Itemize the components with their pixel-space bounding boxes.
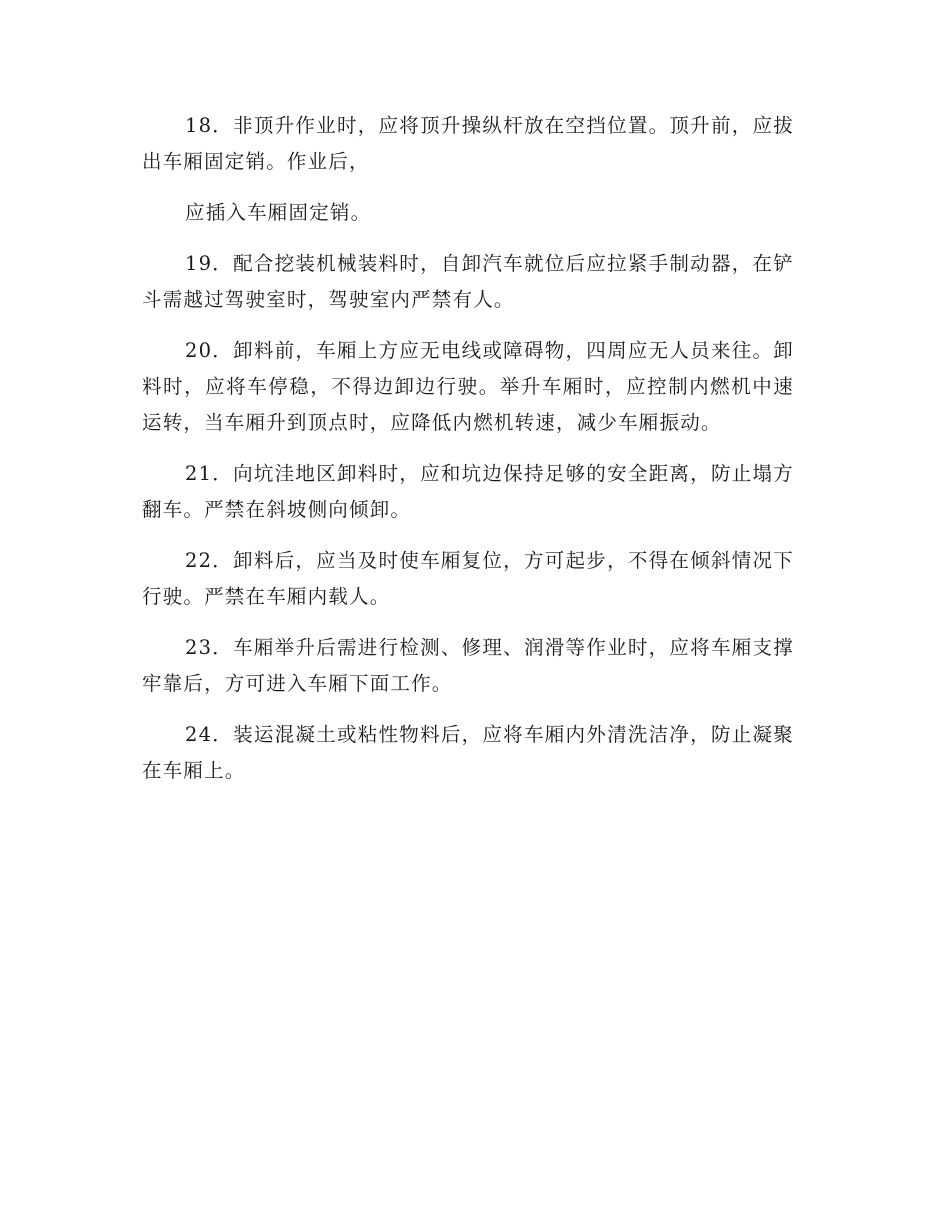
paragraph-18: 18．非顶升作业时，应将顶升操纵杆放在空挡位置。顶升前，应拔出车厢固定销。作业后， [142, 114, 794, 173]
document-body [142, 108, 794, 804]
paragraph-22: 22．卸料后，应当及时使车厢复位，方可起步，不得在倾斜情况下行驶。严禁在车厢内载人。 [142, 549, 794, 608]
paragraph-21: 21．向坑洼地区卸料时，应和坑边保持足够的安全距离，防止塌方翻车。严禁在斜坡侧向倾卸。 [142, 462, 794, 521]
paragraph-19: 19．配合挖装机械装料时，自卸汽车就位后应拉紧手制动器，在铲斗需越过驾驶室时，驾驶室内严禁有人。 [142, 252, 794, 311]
paragraph-20: 20．卸料前，车厢上方应无电线或障碍物，四周应无人员来往。卸料时，应将车停稳，不得边卸边行驶。举升车厢时，应控制内燃机中速运转，当车厢升到顶点时，应降低内燃机转速，减少车厢振动。 [142, 339, 794, 434]
paragraph-23: 23．车厢举升后需进行检测、修理、润滑等作业时，应将车厢支撑牢靠后，方可进入车厢下面工作。 [142, 636, 794, 695]
paragraph-18-continued: 应插入车厢固定销。 [185, 201, 372, 224]
paragraph-24: 24．装运混凝土或粘性物料后，应将车厢内外清洗洁净，防止凝聚在车厢上。 [142, 723, 794, 782]
